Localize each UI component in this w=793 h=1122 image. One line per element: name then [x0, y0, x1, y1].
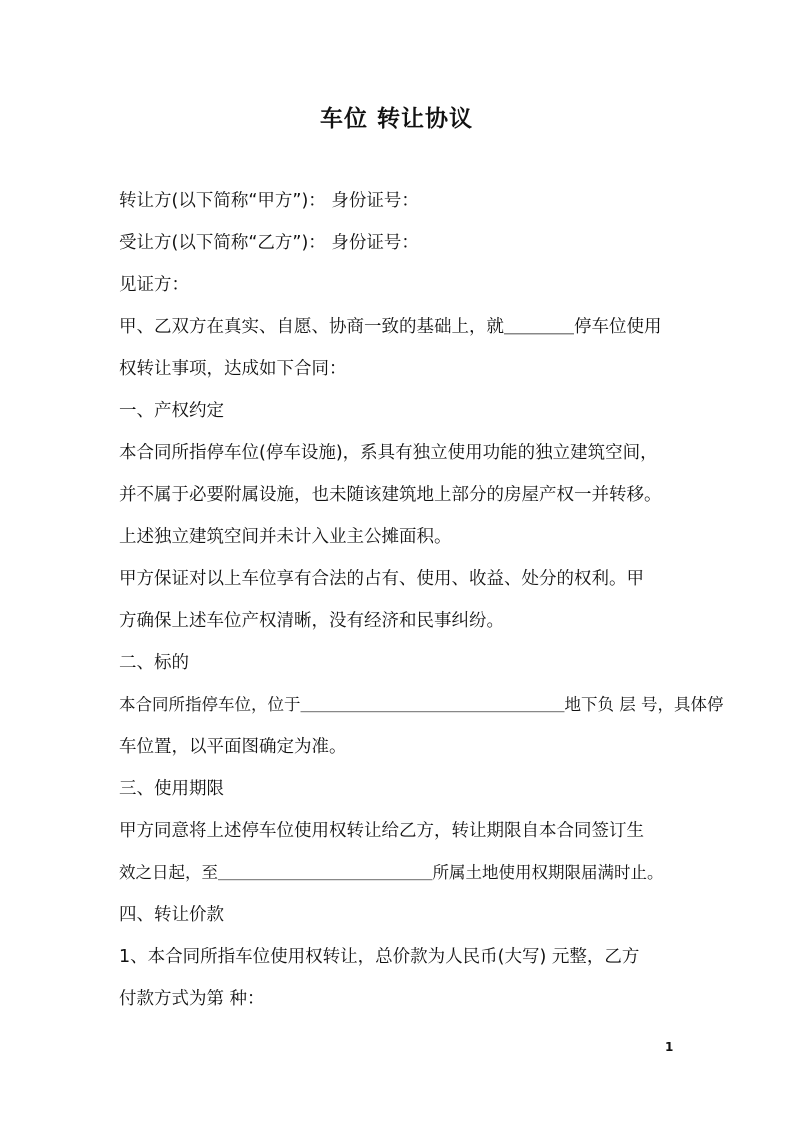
paragraph-line: 上述独立建筑空间并未计入业主公摊面积。: [119, 527, 452, 547]
paragraph-line: 并不属于必要附属设施，也未随该建筑地上部分的房屋产权一并转移。: [119, 485, 662, 505]
paragraph-line: 甲方保证对以上车位享有合法的占有、使用、收益、处分的权利。甲: [119, 569, 644, 589]
paragraph-line: 车位置，以平面图确定为准。: [119, 737, 347, 757]
section-heading: 一、产权约定: [119, 401, 224, 421]
document-title: 车位 转让协议: [319, 106, 473, 132]
paragraph-line: 甲方同意将上述停车位使用权转让给乙方，转让期限自本合同签订生: [119, 821, 644, 841]
page-number: 1: [665, 1040, 674, 1054]
paragraph-line: 本合同所指停车位，位于＿＿＿＿＿＿＿＿＿＿＿＿＿＿＿＿地下负 层 号，具体停: [119, 695, 724, 714]
paragraph-line: 付款方式为第 种：: [119, 989, 265, 1009]
party-b-line: 受让方(以下简称“乙方”)： 身份证号：: [119, 233, 419, 253]
paragraph-line: 本合同所指停车位(停车设施)，系具有独立使用功能的独立建筑空间，: [119, 443, 658, 463]
party-a-line: 转让方(以下简称“甲方”)： 身份证号：: [119, 191, 419, 211]
section-heading: 三、使用期限: [119, 779, 224, 799]
witness-line: 见证方：: [119, 275, 189, 295]
section-heading: 二、标的: [119, 653, 189, 673]
paragraph-line: 效之日起，至＿＿＿＿＿＿＿＿＿＿＿＿＿所属土地使用权期限届满时止。: [119, 863, 664, 882]
paragraph-line: 权转让事项，达成如下合同：: [119, 359, 347, 379]
paragraph-line: 1、本合同所指车位使用权转让，总价款为人民币(大写) 元整，乙方: [119, 947, 640, 967]
paragraph-line: 甲、乙双方在真实、自愿、协商一致的基础上，就＿＿＿＿停车位使用: [119, 317, 662, 337]
section-heading: 四、转让价款: [119, 905, 224, 925]
paragraph-line: 方确保上述车位产权清晰，没有经济和民事纠纷。: [119, 611, 504, 631]
